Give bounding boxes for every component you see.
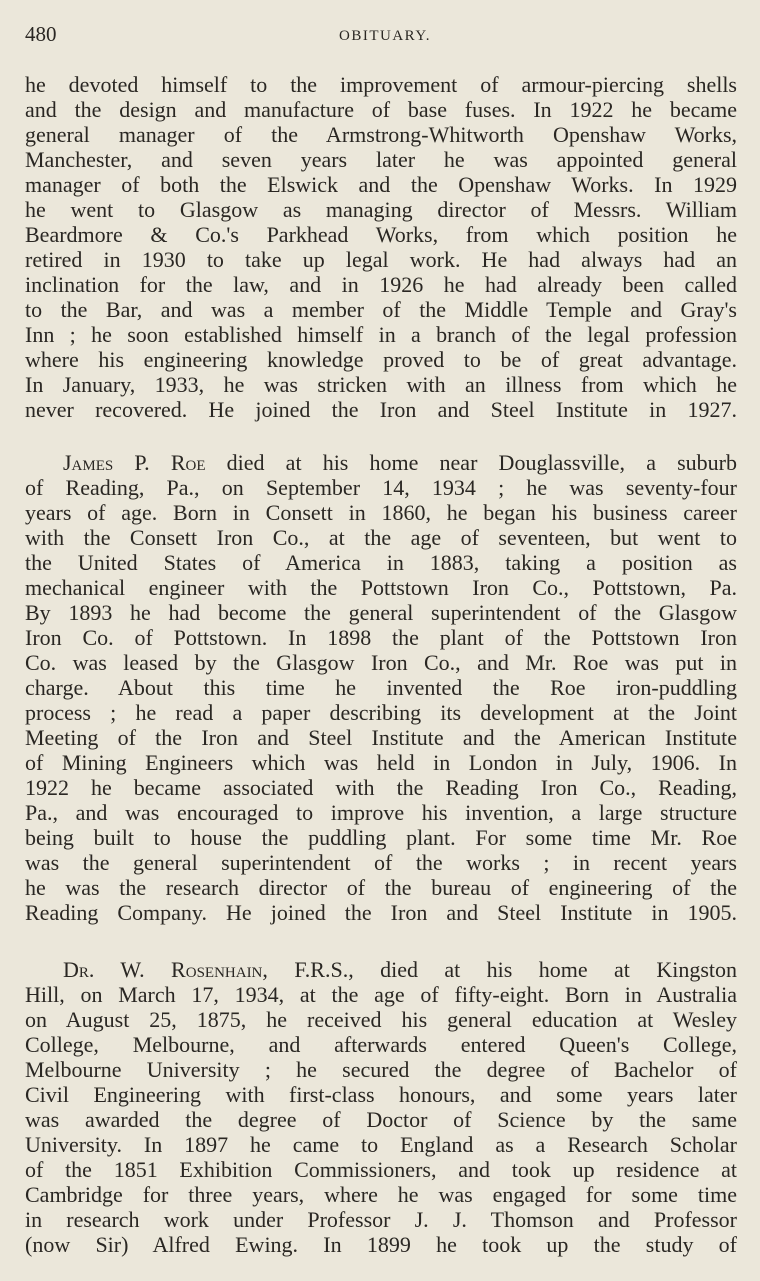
text-line: Beardmore & Co.'s Parkhead Works, from which position he: [25, 222, 737, 247]
text-line: where his engineering knowledge proved to be of great advantage.: [25, 347, 737, 372]
text-line: Iron Co. of Pottstown. In 1898 the plant of the Pottstown Iron: [25, 625, 737, 650]
text-line: Reading Company. He joined the Iron and Steel Institute in 1905.: [25, 900, 737, 925]
text-line: Pa., and was encouraged to improve his invention, a large structure: [25, 800, 737, 825]
text-line: he went to Glasgow as managing director of Messrs. William: [25, 197, 737, 222]
text-line: of the 1851 Exhibition Commissioners, and took up residence at: [25, 1157, 737, 1182]
text-line: manager of both the Elswick and the Openshaw Works. In 1929: [25, 172, 737, 197]
page-number: 480: [25, 22, 57, 46]
text-line: the United States of America in 1883, taking a position as: [25, 550, 737, 575]
text-line: mechanical engineer with the Pottstown Iron Co., Pottstown, Pa.: [25, 575, 737, 600]
text-line: In January, 1933, he was stricken with an illness from which he: [25, 372, 737, 397]
text-line: he devoted himself to the improvement of armour-piercing shells: [25, 72, 737, 97]
text-line: of Reading, Pa., on September 14, 1934 ; he was seventy-four: [25, 475, 737, 500]
text-line: retired in 1930 to take up legal work. He had always had an: [25, 247, 737, 272]
text-line: By 1893 he had become the general superintendent of the Glasgow: [25, 600, 737, 625]
text-line: in research work under Professor J. J. Thomson and Professor: [25, 1207, 737, 1232]
text-line: he was the research director of the bureau of engineering of the: [25, 875, 737, 900]
text-line: University. In 1897 he came to England as a Research Scholar: [25, 1132, 737, 1157]
text-line: process ; he read a paper describing its development at the Joint: [25, 700, 737, 725]
obituary-name: James P. Roe: [63, 450, 206, 475]
text-line: [25, 957, 737, 982]
text-line: was the general superintendent of the works ; in recent years: [25, 850, 737, 875]
text-line: Co. was leased by the Glasgow Iron Co., and Mr. Roe was put in: [25, 650, 737, 675]
text-line: Civil Engineering with first-class honours, and some years later: [25, 1082, 737, 1107]
text-line: to the Bar, and was a member of the Middle Temple and Gray's: [25, 297, 737, 322]
text-line: Melbourne University ; he secured the degree of Bachelor of: [25, 1057, 737, 1082]
line-text: , F.R.S., died at his home at Kingston: [262, 957, 738, 982]
text-line: 1922 he became associated with the Reading Iron Co., Reading,: [25, 775, 737, 800]
text-line: with the Consett Iron Co., at the age of seventeen, but went to: [25, 525, 737, 550]
text-line: Hill, on March 17, 1934, at the age of fifty-eight. Born in Australia: [25, 982, 737, 1007]
text-line: never recovered. He joined the Iron and Steel Institute in 1927.: [25, 397, 737, 422]
running-head: OBITUARY.: [339, 28, 431, 44]
text-line: College, Melbourne, and afterwards entered Queen's College,: [25, 1032, 737, 1057]
text-line: Inn ; he soon established himself in a branch of the legal profession: [25, 322, 737, 347]
line-text: died at his home near Douglassville, a suburb: [205, 450, 737, 475]
text-line: on August 25, 1875, he received his general education at Wesley: [25, 1007, 737, 1032]
text-line: charge. About this time he invented the Roe iron-puddling: [25, 675, 737, 700]
text-line: [25, 450, 737, 475]
obituary-name: Dr. W. Rosenhain: [63, 957, 263, 982]
text-line: being built to house the puddling plant. For some time Mr. Roe: [25, 825, 737, 850]
paragraph-rosenhain-obituary: [25, 957, 737, 1257]
text-line: and the design and manufacture of base fuses. In 1922 he became: [25, 97, 737, 122]
text-line: general manager of the Armstrong-Whitworth Openshaw Works,: [25, 122, 737, 147]
text-line: Manchester, and seven years later he was appointed general: [25, 147, 737, 172]
text-line: Meeting of the Iron and Steel Institute and the American Institute: [25, 725, 737, 750]
text-line: was awarded the degree of Doctor of Science by the same: [25, 1107, 737, 1132]
text-line: of Mining Engineers which was held in London in July, 1906. In: [25, 750, 737, 775]
text-line: Cambridge for three years, where he was engaged for some time: [25, 1182, 737, 1207]
text-line: years of age. Born in Consett in 1860, he began his business career: [25, 500, 737, 525]
paragraph-roe-obituary: [25, 450, 737, 925]
text-line: (now Sir) Alfred Ewing. In 1899 he took up the study of: [25, 1232, 737, 1257]
paragraph-continued: [25, 72, 737, 422]
text-line: inclination for the law, and in 1926 he had already been called: [25, 272, 737, 297]
